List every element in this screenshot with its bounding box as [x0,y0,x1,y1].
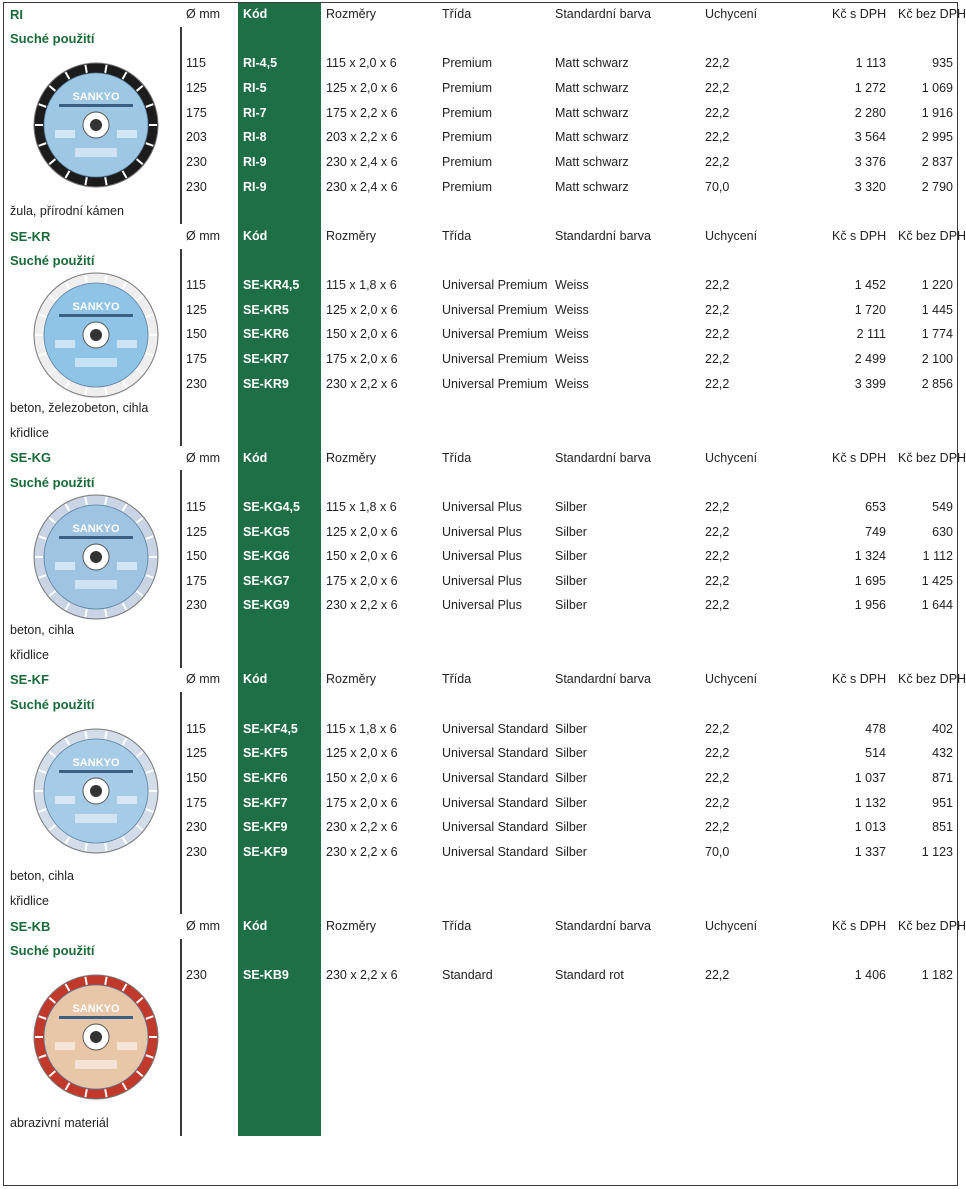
table-cell: Universal Plus [442,598,522,613]
table-cell: 871 [932,770,953,785]
table-cell: 230 x 2,2 x 6 [326,598,398,613]
table-cell: 1 695 [854,573,886,588]
product-code: SE-KF9 [243,820,288,835]
table-cell: 1 123 [921,844,953,859]
table-cell: 22,2 [705,573,730,588]
column-header: Kč bez DPH [898,228,966,243]
section-name: SE-KF [10,672,49,688]
table-cell: 150 [186,770,207,785]
table-cell: Silber [555,795,587,810]
product-code: RI-4,5 [243,56,278,71]
table-cell: 3 399 [854,376,886,391]
table-cell: 1 272 [854,80,886,95]
usage-row [4,27,959,52]
column-header: Třída [442,228,472,243]
column-header: Kč bez DPH [898,918,966,933]
table-cell: 478 [865,721,886,736]
section-header-row [4,224,959,249]
column-header: Kód [243,672,268,687]
table-cell: Silber [555,598,587,613]
image-column-divider [180,249,182,446]
column-header: Rozměry [326,450,377,465]
table-cell: 22,2 [705,598,730,613]
product-code: SE-KR5 [243,302,289,317]
product-code: RI-9 [243,179,267,194]
table-cell: 175 x 2,0 x 6 [326,352,398,367]
table-cell: 1 013 [854,820,886,835]
table-cell: 22,2 [705,327,730,342]
table-cell: Universal Plus [442,524,522,539]
column-header: Uchycení [705,450,758,465]
table-cell: 22,2 [705,820,730,835]
table-cell: Premium [442,154,493,169]
table-cell: 203 x 2,2 x 6 [326,130,398,145]
product-code: SE-KR6 [243,327,289,342]
section-header-row [4,446,959,471]
table-cell: 3 320 [854,179,886,194]
blade-brand-text: SANKYO [72,522,120,535]
table-cell: Universal Plus [442,549,522,564]
table-cell: 125 [186,524,207,539]
section-header-row [4,667,959,692]
column-header: Standardní barva [555,450,651,465]
usage-label: Suché použití [10,943,95,959]
column-header: Kód [243,228,268,243]
table-cell: 125 x 2,0 x 6 [326,302,398,317]
table-cell: Universal Premium [442,352,548,367]
table-cell: 3 564 [854,130,886,145]
table-cell: 203 [186,130,207,145]
column-header: Třída [442,450,472,465]
column-header: Ø mm [186,228,221,243]
table-cell: 1 956 [854,598,886,613]
table-cell: 1 425 [921,573,953,588]
table-cell: 230 x 2,4 x 6 [326,154,398,169]
table-cell: 1 037 [854,770,886,785]
product-code: SE-KG4,5 [243,499,300,514]
section-name: SE-KR [10,228,51,244]
table-cell: 115 x 1,8 x 6 [326,278,397,293]
table-cell: 125 x 2,0 x 6 [326,524,398,539]
product-code: SE-KF4,5 [243,721,298,736]
section-name: SE-KB [10,918,51,934]
table-cell: 230 x 2,4 x 6 [326,179,398,194]
product-code: RI-5 [243,80,267,95]
table-cell: 150 x 2,0 x 6 [326,770,398,785]
table-cell: 125 [186,80,207,95]
product-code: SE-KR7 [243,352,289,367]
image-column-divider [180,27,182,224]
material-row [4,199,959,224]
table-cell: Silber [555,573,587,588]
table-cell: 22,2 [705,56,730,71]
table-cell: 115 [186,278,206,293]
product-code: SE-KG9 [243,598,290,613]
table-cell: 1 774 [921,327,953,342]
table-cell: Silber [555,524,587,539]
table-cell: 125 x 2,0 x 6 [326,80,398,95]
table-cell: Matt schwarz [555,154,629,169]
image-column-divider [180,470,182,667]
table-cell: 1 324 [854,549,886,564]
column-header: Kód [243,450,268,465]
table-cell: 115 x 1,8 x 6 [326,499,397,514]
image-column-divider [180,939,182,1136]
table-cell: 175 [186,795,207,810]
image-column-divider [180,692,182,914]
table-cell: Standard [442,968,493,983]
table-cell: 125 [186,746,207,761]
material-row [4,864,959,889]
usage-label: Suché použití [10,474,95,490]
table-cell: 230 x 2,2 x 6 [326,968,398,983]
product-code: SE-KB9 [243,968,289,983]
table-cell: 22,2 [705,302,730,317]
table-cell: 230 x 2,2 x 6 [326,844,398,859]
table-cell: 1 452 [854,278,886,293]
table-cell: Silber [555,770,587,785]
material-text: křidlice [10,425,49,440]
column-header: Kč bez DPH [898,450,966,465]
material-text: beton, železobeton, cihla [10,401,149,416]
column-header: Kód [243,7,268,22]
blade-brand-text: SANKYO [72,300,120,313]
table-cell: Universal Standard [442,795,549,810]
table-cell: 1 445 [921,302,953,317]
table-cell: 22,2 [705,105,730,120]
table-cell: 115 [186,499,206,514]
table-cell: Universal Standard [442,746,549,761]
material-row [4,421,959,446]
table-cell: 230 x 2,2 x 6 [326,820,398,835]
table-cell: 22,2 [705,549,730,564]
column-header: Kč s DPH [832,7,887,22]
column-header: Uchycení [705,672,758,687]
column-header: Třída [442,7,472,22]
material-text: křidlice [10,894,49,909]
usage-label: Suché použití [10,696,95,712]
table-cell: 1 220 [921,278,953,293]
table-cell: 851 [932,820,953,835]
usage-label: Suché použití [10,31,95,47]
product-code: RI-7 [243,105,267,120]
material-text: beton, cihla [10,623,74,638]
column-header: Kč s DPH [832,228,887,243]
table-cell: 22,2 [705,80,730,95]
column-header: Standardní barva [555,672,651,687]
table-cell: 22,2 [705,524,730,539]
column-header: Třída [442,918,472,933]
table-cell: 22,2 [705,130,730,145]
column-header: Uchycení [705,228,758,243]
table-cell: 2 995 [921,130,953,145]
table-cell: 230 [186,968,207,983]
table-cell: Standard rot [555,968,624,983]
diamond-blade-image [31,972,161,1102]
table-cell: 22,2 [705,499,730,514]
column-header: Ø mm [186,672,221,687]
product-code: RI-9 [243,154,267,169]
diamond-blade-image [31,60,161,190]
table-cell: 125 [186,302,207,317]
table-cell: 22,2 [705,721,730,736]
table-cell: Matt schwarz [555,56,629,71]
table-cell: 175 x 2,2 x 6 [326,105,398,120]
table-cell: 2 100 [921,352,953,367]
column-header: Standardní barva [555,918,651,933]
table-cell: 230 [186,154,207,169]
table-cell: Universal Standard [442,820,549,835]
table-cell: Weiss [555,376,589,391]
table-cell: Silber [555,746,587,761]
material-row [4,1111,959,1136]
table-cell: 175 [186,573,207,588]
table-cell: 22,2 [705,154,730,169]
section-name: RI [10,6,23,22]
table-cell: Silber [555,499,587,514]
table-cell: Premium [442,179,493,194]
column-header: Kč s DPH [832,918,887,933]
table-cell: Universal Plus [442,573,522,588]
table-cell: 2 111 [856,327,886,342]
table-cell: 22,2 [705,968,730,983]
diamond-blade-image [31,726,161,856]
usage-label: Suché použití [10,253,95,269]
column-header: Kč bez DPH [898,7,966,22]
table-cell: Matt schwarz [555,179,629,194]
table-cell: 125 x 2,0 x 6 [326,746,398,761]
table-cell: Universal Premium [442,376,548,391]
table-cell: 630 [932,524,953,539]
table-cell: Universal Premium [442,278,548,293]
table-cell: 1 112 [922,549,953,564]
table-cell: 22,2 [705,795,730,810]
column-header: Kč s DPH [832,450,887,465]
table-cell: 150 [186,327,207,342]
table-cell: 1 069 [921,80,953,95]
table-cell: 115 [186,721,206,736]
table-cell: 230 [186,844,207,859]
product-code: SE-KG5 [243,524,290,539]
table-cell: Premium [442,130,493,145]
table-cell: Weiss [555,278,589,293]
table-cell: 1 337 [854,844,886,859]
diamond-blade-image [31,492,161,622]
table-cell: Universal Plus [442,499,522,514]
table-cell: 150 x 2,0 x 6 [326,549,398,564]
column-header: Ø mm [186,450,221,465]
material-row [4,396,959,421]
table-cell: Silber [555,721,587,736]
column-header: Rozměry [326,228,377,243]
product-code: SE-KF7 [243,795,288,810]
table-cell: 230 [186,179,207,194]
column-header: Ø mm [186,7,221,22]
table-cell: 175 [186,105,207,120]
table-cell: 549 [932,499,953,514]
column-header: Rozměry [326,7,377,22]
product-code: SE-KF9 [243,844,288,859]
table-cell: 230 [186,376,207,391]
table-cell: 230 x 2,2 x 6 [326,376,398,391]
table-cell: 1 720 [854,302,886,317]
column-header: Třída [442,672,472,687]
table-cell: 2 837 [921,154,953,169]
product-code: SE-KG6 [243,549,290,564]
material-row [4,618,959,643]
section-header-row [4,2,959,27]
table-cell: 115 x 2,0 x 6 [326,56,397,71]
table-cell: Universal Standard [442,770,549,785]
table-cell: 3 376 [854,154,886,169]
blade-brand-text: SANKYO [72,756,120,769]
table-cell: 230 [186,598,207,613]
column-header: Kč s DPH [832,672,887,687]
column-header: Rozměry [326,672,377,687]
blade-brand-text: SANKYO [72,91,120,104]
table-cell: Universal Premium [442,302,548,317]
table-cell: 1 113 [855,56,886,71]
material-text: beton, cihla [10,869,74,884]
table-cell: 22,2 [705,770,730,785]
column-header: Uchycení [705,7,758,22]
table-cell: 1 182 [921,968,953,983]
table-cell: 22,2 [705,352,730,367]
table-cell: 749 [865,524,886,539]
table-cell: Weiss [555,302,589,317]
material-text: žula, přírodní kámen [10,204,124,219]
table-cell: 150 [186,549,207,564]
section-header-row [4,914,959,939]
product-code: SE-KG7 [243,573,290,588]
table-cell: 2 856 [921,376,953,391]
table-cell: Silber [555,549,587,564]
table-cell: Matt schwarz [555,80,629,95]
product-code: SE-KR4,5 [243,278,300,293]
column-header: Standardní barva [555,228,651,243]
column-header: Ø mm [186,918,221,933]
table-cell: 1 132 [854,795,886,810]
table-cell: Premium [442,105,493,120]
section-name: SE-KG [10,450,52,466]
material-text: křidlice [10,647,49,662]
table-cell: 1 916 [921,105,953,120]
usage-row [4,692,959,717]
table-cell: Matt schwarz [555,130,629,145]
table-cell: 150 x 2,0 x 6 [326,327,398,342]
diamond-blade-image [31,270,161,400]
table-cell: 175 [186,352,207,367]
table-cell: Universal Standard [442,844,549,859]
table-cell: 115 [186,56,206,71]
table-cell: 70,0 [705,844,730,859]
table-cell: 175 x 2,0 x 6 [326,573,398,588]
table-cell: 951 [932,795,953,810]
table-cell: 402 [932,721,953,736]
table-cell: Universal Premium [442,327,548,342]
table-cell: 2 790 [921,179,953,194]
table-cell: Weiss [555,352,589,367]
table-cell: Matt schwarz [555,105,629,120]
table-cell: 514 [865,746,886,761]
table-cell: 22,2 [705,376,730,391]
table-cell: 935 [932,56,953,71]
table-cell: 432 [932,746,953,761]
table-cell: 1 644 [921,598,953,613]
table-cell: Weiss [555,327,589,342]
product-code: RI-8 [243,130,267,145]
table-cell: 70,0 [705,179,730,194]
table-cell: Universal Standard [442,721,549,736]
column-header: Uchycení [705,918,758,933]
column-header: Kč bez DPH [898,672,966,687]
table-cell: 22,2 [705,278,730,293]
column-header: Standardní barva [555,7,651,22]
table-cell: 653 [865,499,886,514]
material-text: abrazivní materiál [10,1115,109,1130]
table-cell: 1 406 [854,968,886,983]
product-code: SE-KR9 [243,376,289,391]
table-cell: 2 499 [854,352,886,367]
column-header: Rozměry [326,918,377,933]
table-cell: 22,2 [705,746,730,761]
material-row [4,889,959,914]
table-cell: 175 x 2,0 x 6 [326,795,398,810]
table-cell: 2 280 [854,105,886,120]
table-cell: 230 [186,820,207,835]
blade-brand-text: SANKYO [72,1003,120,1016]
table-cell: Silber [555,820,587,835]
product-code: SE-KF6 [243,770,288,785]
table-cell: Premium [442,80,493,95]
product-code: SE-KF5 [243,746,288,761]
table-cell: 115 x 1,8 x 6 [326,721,397,736]
usage-row [4,938,959,963]
table-cell: Premium [442,56,493,71]
column-header: Kód [243,918,268,933]
table-cell: Silber [555,844,587,859]
material-row [4,643,959,668]
